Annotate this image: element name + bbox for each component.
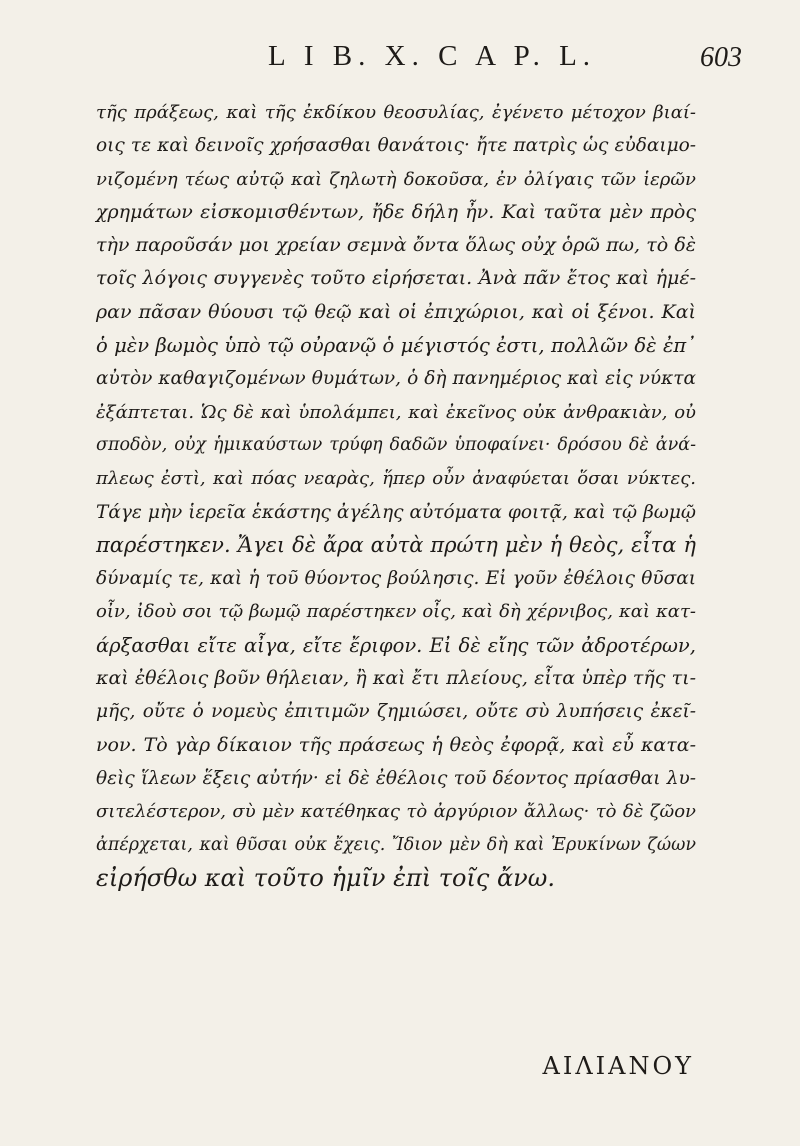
text-line: σποδὸν, οὐχ ἡμικαύστων τρύφη δαδῶν ὑποφαίνει· δρόσου δὲ ἀνά-	[96, 434, 696, 455]
text-line: τὴν παροῦσάν μοι χρείαν σεμνὰ ὄντα ὅλως οὐχ ὁρῶ πω, τὸ δὲ	[96, 234, 696, 257]
text-line: δύναμίς τε, καὶ ἡ τοῦ θύοντος βούλησις. Εἰ γοῦν ἐθέλοις θῦσαι	[96, 568, 696, 590]
page-number: 603	[700, 42, 742, 73]
text-line: χρημάτων εἰσκομισθέντων, ἤδε δήλη ἦν. Καὶ ταῦτα μὲν πρὸς	[96, 200, 696, 223]
running-title: L I B. X. C A P. L.	[268, 40, 597, 72]
text-line: ἀπέρχεται, καὶ θῦσαι οὐκ ἔχεις. Ἴδιον μὲν δὴ καὶ Ἐρυκίνων ζώων	[96, 834, 696, 855]
text-line: αὐτὸν καθαγιζομένων θυμάτων, ὁ δὴ πανημέριος καὶ εἰς νύκτα	[96, 368, 696, 390]
text-line: Τάγε μὴν ἱερεῖα ἑκάστης ἀγέλης αὐτόματα φοιτᾷ, καὶ τῷ βωμῷ	[96, 501, 696, 523]
catchword: ΑΙΛΙΑΝΟΥ	[542, 1052, 694, 1080]
text-line: άρξασθαι εἴτε αἶγα, εἴτε ἔριφον. Εἰ δὲ εἴης τῶν ἀδροτέρων,	[96, 633, 696, 657]
text-line: ἐξάπτεται. Ὡς δὲ καὶ ὑπολάμπει, καὶ ἐκεῖνος οὐκ ἀνθρακιὰν, οὐ	[96, 401, 696, 423]
text-line: καὶ ἐθέλοις βοῦν θήλειαν, ἢ καὶ ἔτι πλείους, εἶτα ὑπὲρ τῆς τι-	[96, 667, 696, 690]
text-line: θεὶς ἵλεων ἕξεις αὐτήν· εἰ δὲ ἐθέλοις τοῦ δέοντος πρίασθαι λυ-	[96, 767, 696, 789]
text-line: σιτελέστερον, σὺ μὲν κατέθηκας τὸ ἀργύριον ἄλλως· τὸ δὲ ζῶον	[96, 801, 696, 823]
text-line: παρέστηκεν. Ἄγει δὲ ἄρα αὐτὰ πρώτη μὲν ἡ θεὸς, εἶτα ἡ	[96, 532, 696, 557]
text-line: ὁ μὲν βωμὸς ὑπὸ τῷ οὐρανῷ ὁ μέγιστός ἐστι, πολλῶν δὲ ἐπ᾽	[96, 334, 696, 358]
text-line: εἰρήσθω καὶ τοῦτο ἡμῖν ἐπὶ τοῖς ἄνω.	[96, 863, 555, 892]
text-line: οις τε καὶ δεινοῖς χρήσασθαι θανάτοις· ἤτε πατρὶς ὡς εὐδαιμο-	[96, 135, 696, 157]
body-text	[96, 96, 696, 895]
text-line: νιζομένη τέως αὐτῷ καὶ ζηλωτὴ δοκοῦσα, ἐν ὀλίγαις τῶν ἱερῶν	[96, 168, 696, 190]
text-line: οἶν, ἰδοὺ σοι τῷ βωμῷ παρέστηκεν οἶς, καὶ δὴ χέρνιβος, καὶ κατ-	[96, 601, 696, 623]
text-line: νον. Τὸ γὰρ δίκαιον τῆς πράσεως ἡ θεὸς ἐφορᾷ, καὶ εὖ κατα-	[96, 733, 696, 756]
text-line: τοῖς λόγοις συγγενὲς τοῦτο εἰρήσεται. Ἀνὰ πᾶν ἔτος καὶ ἡμέ-	[96, 267, 696, 290]
text-line: μῆς, οὔτε ὁ νομεὺς ἐπιτιμῶν ζημιώσει, οὔτε σὺ λυπήσεις ἐκεῖ-	[96, 701, 696, 723]
text-line: πλεως ἐστὶ, καὶ πόας νεαρὰς, ἥπερ οὖν ἀναφύεται ὅσαι νύκτες.	[96, 468, 696, 490]
text-line: ραν πᾶσαν θύουσι τῷ θεῷ καὶ οἱ ἐπιχώριοι, καὶ οἱ ξένοι. Καὶ	[96, 300, 696, 323]
running-head	[0, 40, 800, 80]
text-line: τῆς πράξεως, καὶ τῆς ἐκδίκου θεοσυλίας, ἐγένετο μέτοχον βιαί-	[96, 102, 696, 123]
